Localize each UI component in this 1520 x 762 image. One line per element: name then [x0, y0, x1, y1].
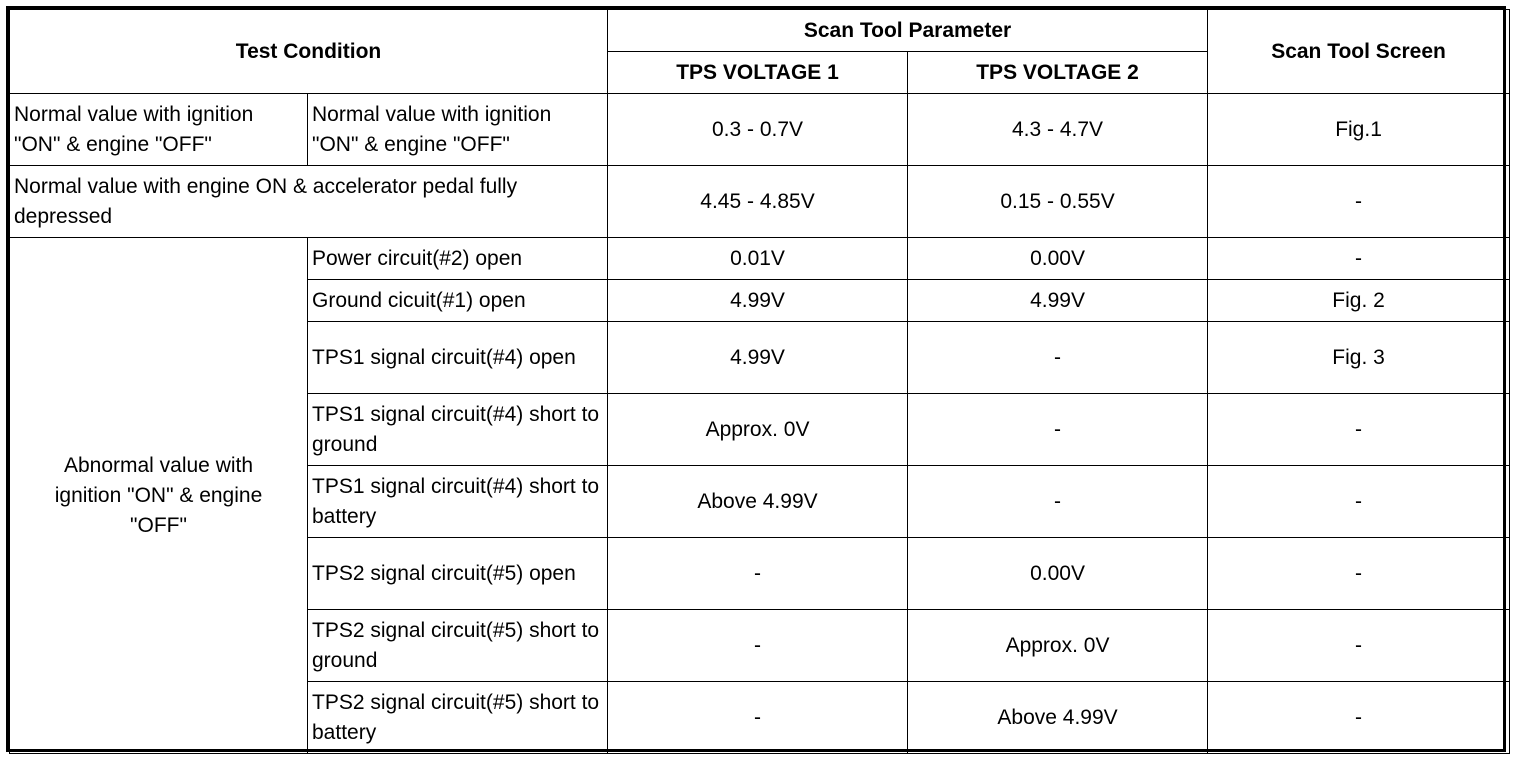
condition-cell: TPS1 signal circuit(#4) open: [308, 322, 608, 394]
condition-cell: TPS1 signal circuit(#4) short to battery: [308, 466, 608, 538]
tps2-value: -: [908, 322, 1208, 394]
abnormal-group-label: Abnormal value with ignition "ON" & engine "OFF": [10, 238, 308, 754]
header-test-condition: Test Condition: [10, 10, 608, 94]
header-tps-voltage-2: TPS VOLTAGE 2: [908, 52, 1208, 94]
tps2-value: 4.99V: [908, 280, 1208, 322]
header-scan-tool-screen: Scan Tool Screen: [1208, 10, 1510, 94]
condition-cell: Normal value with ignition "ON" & engine "OFF": [10, 94, 308, 166]
tps2-value: 4.3 - 4.7V: [908, 94, 1208, 166]
tps2-value: Approx. 0V: [908, 610, 1208, 682]
scan-screen-value: -: [1208, 610, 1510, 682]
header-row-1: [10, 10, 1510, 52]
table-row: [10, 238, 1510, 280]
tps1-value: 0.01V: [608, 238, 908, 280]
tps2-value: Above 4.99V: [908, 682, 1208, 754]
condition-cell: Normal value with engine ON & accelerator pedal fully depressed: [10, 166, 608, 238]
condition-cell: TPS1 signal circuit(#4) short to ground: [308, 394, 608, 466]
condition-cell: TPS2 signal circuit(#5) short to battery: [308, 682, 608, 754]
tps2-value: -: [908, 466, 1208, 538]
table-row: [10, 94, 1510, 166]
header-scan-tool-parameter: Scan Tool Parameter: [608, 10, 1208, 52]
scan-screen-value: -: [1208, 466, 1510, 538]
scan-screen-value: -: [1208, 394, 1510, 466]
tps2-value: 0.15 - 0.55V: [908, 166, 1208, 238]
condition-cell: Ground cicuit(#1) open: [308, 280, 608, 322]
scan-screen-value: -: [1208, 682, 1510, 754]
tps1-value: -: [608, 538, 908, 610]
scan-screen-value: Fig. 2: [1208, 280, 1510, 322]
condition-cell: TPS2 signal circuit(#5) open: [308, 538, 608, 610]
scan-screen-value: Fig. 3: [1208, 322, 1510, 394]
tps1-value: Above 4.99V: [608, 466, 908, 538]
tps1-value: 4.99V: [608, 280, 908, 322]
tps1-value: -: [608, 682, 908, 754]
tps1-value: -: [608, 610, 908, 682]
condition-cell: Normal value with ignition "ON" & engine "OFF": [308, 94, 608, 166]
tps2-value: -: [908, 394, 1208, 466]
tps1-value: Approx. 0V: [608, 394, 908, 466]
scan-screen-value: Fig.1: [1208, 94, 1510, 166]
scan-screen-value: -: [1208, 166, 1510, 238]
condition-cell: Power circuit(#2) open: [308, 238, 608, 280]
tps2-value: 0.00V: [908, 538, 1208, 610]
tps1-value: 4.99V: [608, 322, 908, 394]
tps1-value: 4.45 - 4.85V: [608, 166, 908, 238]
tps-test-table: [6, 6, 1506, 752]
header-tps-voltage-1: TPS VOLTAGE 1: [608, 52, 908, 94]
condition-cell: TPS2 signal circuit(#5) short to ground: [308, 610, 608, 682]
tps2-value: 0.00V: [908, 238, 1208, 280]
spec-table: [9, 9, 1510, 754]
tps1-value: 0.3 - 0.7V: [608, 94, 908, 166]
table-row: [10, 166, 1510, 238]
scan-screen-value: -: [1208, 538, 1510, 610]
scan-screen-value: -: [1208, 238, 1510, 280]
